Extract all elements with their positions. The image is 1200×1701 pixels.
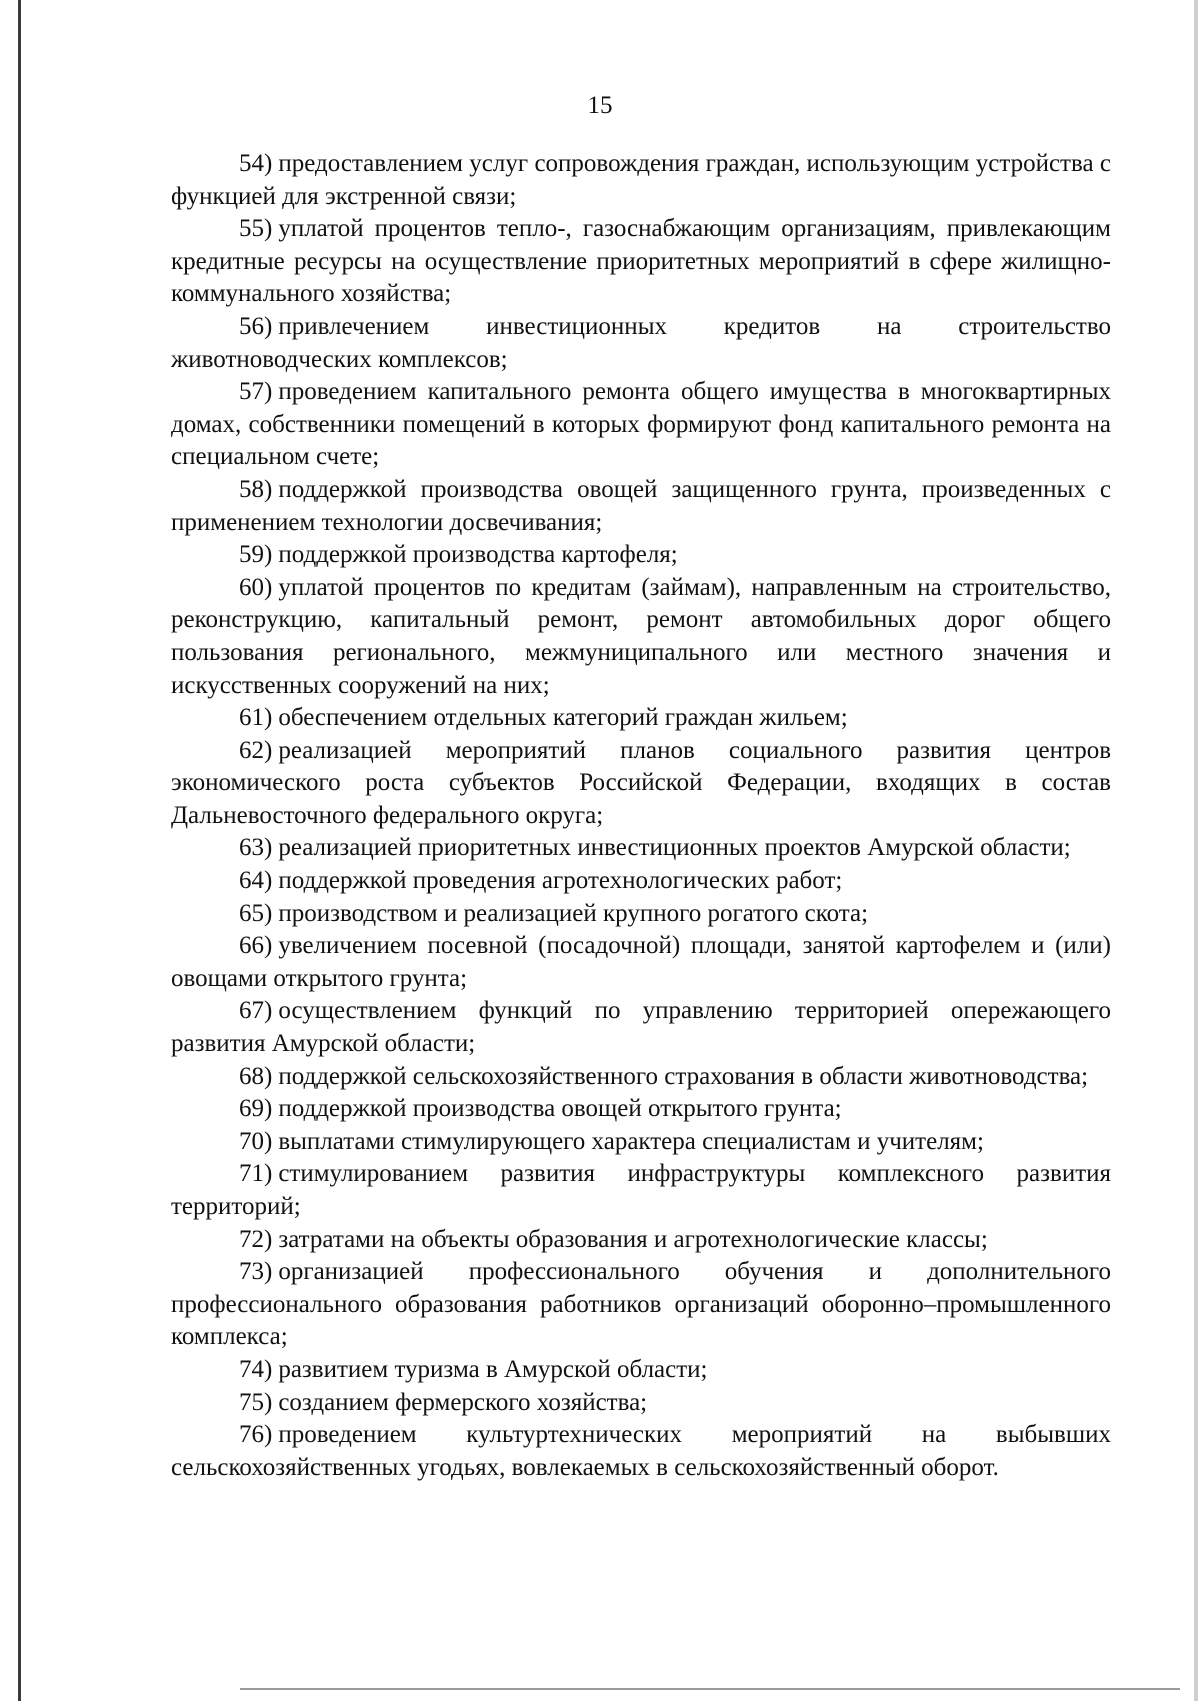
list-item <box>171 1158 1111 1223</box>
list-item <box>171 1256 1111 1354</box>
item-number: 74) <box>239 1355 273 1383</box>
item-number: 61) <box>239 704 273 732</box>
item-text: организацией профессионального обучения и дополнительного профессионального образования работников организаций оборонно–промышленного комплекса; <box>171 1258 1111 1351</box>
item-number: 58) <box>239 475 273 503</box>
item-text: осуществлением функций по управлению территорией опережающего развития Амурской области; <box>171 997 1111 1058</box>
item-number: 66) <box>239 932 273 960</box>
list-item <box>171 1093 1111 1126</box>
list-item <box>171 1354 1111 1387</box>
item-number: 62) <box>239 736 273 764</box>
list-item <box>171 311 1111 376</box>
item-text: поддержкой производства картофеля; <box>278 541 678 569</box>
list-item <box>171 572 1111 702</box>
item-number: 71) <box>239 1160 273 1188</box>
list-item <box>171 474 1111 539</box>
item-text: развитием туризма в Амурской области; <box>278 1355 708 1383</box>
item-number: 76) <box>239 1421 273 1449</box>
item-number: 73) <box>239 1258 273 1286</box>
item-number: 69) <box>239 1095 273 1123</box>
item-number: 63) <box>239 834 273 862</box>
item-text: созданием фермерского хозяйства; <box>278 1388 648 1416</box>
item-number: 57) <box>239 378 273 406</box>
list-item <box>171 995 1111 1060</box>
list-item <box>171 213 1111 311</box>
item-text: уплатой процентов тепло-, газоснабжающим организациям, привлекающим кредитные ресурсы на осуществление приоритетных мероприятий в сфере жилищно-коммунального хозяйства; <box>171 215 1111 308</box>
item-number: 65) <box>239 899 273 927</box>
enumerated-list <box>171 148 1111 1484</box>
scan-bottom-edge <box>240 1688 1180 1690</box>
list-item <box>171 1224 1111 1257</box>
item-number: 59) <box>239 541 273 569</box>
item-text: стимулированием развития инфраструктуры комплексного развития территорий; <box>171 1160 1111 1220</box>
item-number: 75) <box>239 1388 273 1416</box>
item-number: 54) <box>239 150 273 177</box>
list-item <box>171 898 1111 931</box>
item-text: поддержкой производства овощей открытого грунта; <box>278 1095 842 1123</box>
list-item <box>171 832 1111 865</box>
item-text: затратами на объекты образования и агротехнологические классы; <box>278 1225 988 1253</box>
item-number: 67) <box>239 997 273 1025</box>
list-item <box>171 702 1111 735</box>
list-item <box>171 1387 1111 1420</box>
item-text: поддержкой производства овощей защищенного грунта, произведенных с применением технологии досвечивания; <box>171 475 1111 536</box>
item-text: уплатой процентов по кредитам (займам), направленным на строительство, реконструкцию, капитальный ремонт, ремонт автомобильных дорог общего пользования регионального, межмуниципального или местного значения и искусственных сооружений на них; <box>171 573 1111 699</box>
list-item <box>171 539 1111 572</box>
item-text: увеличением посевной (посадочной) площади, занятой картофелем и (или) овощами открытого грунта; <box>171 932 1111 992</box>
scan-right-edge <box>1194 0 1198 1701</box>
list-item <box>171 1419 1111 1484</box>
item-text: привлечением инвестиционных кредитов на строительство животноводческих комплексов; <box>171 312 1111 373</box>
list-item <box>171 376 1111 474</box>
list-item <box>171 1126 1111 1159</box>
item-text: поддержкой сельскохозяйственного страхования в области животноводства; <box>278 1062 1089 1090</box>
item-text: поддержкой проведения агротехнологических работ; <box>278 867 843 895</box>
item-number: 68) <box>239 1062 273 1090</box>
list-item <box>171 865 1111 898</box>
list-item <box>171 1061 1111 1094</box>
item-text: проведением культуртехнических мероприятий на выбывших сельскохозяйственных угодьях, вовлекаемых в сельскохозяйственный оборот. <box>171 1421 1111 1481</box>
item-text: предоставлением услуг сопровождения граждан, использующим устройства с функцией для экстренной связи; <box>171 150 1111 210</box>
item-text: выплатами стимулирующего характера специалистам и учителям; <box>278 1127 984 1155</box>
list-item <box>171 930 1111 995</box>
item-text: производством и реализацией крупного рогатого скота; <box>278 899 869 927</box>
item-number: 55) <box>239 215 273 243</box>
item-number: 70) <box>239 1127 273 1155</box>
item-number: 60) <box>239 573 273 601</box>
list-item <box>171 148 1111 213</box>
item-text: реализацией приоритетных инвестиционных проектов Амурской области; <box>278 834 1071 862</box>
item-text: реализацией мероприятий планов социального развития центров экономического роста субъектов Российской Федерации, входящих в состав Дальневосточного федерального округа; <box>171 736 1111 829</box>
item-text: проведением капитального ремонта общего имущества в многоквартирных домах, собственники помещений в которых формируют фонд капитального ремонта на специальном счете; <box>171 378 1111 471</box>
item-number: 64) <box>239 867 273 895</box>
item-number: 56) <box>239 312 273 340</box>
page-number: 15 <box>587 92 613 119</box>
item-number: 72) <box>239 1225 273 1253</box>
item-text: обеспечением отдельных категорий граждан жильем; <box>278 704 848 732</box>
scan-left-edge <box>18 0 21 1701</box>
list-item <box>171 735 1111 833</box>
